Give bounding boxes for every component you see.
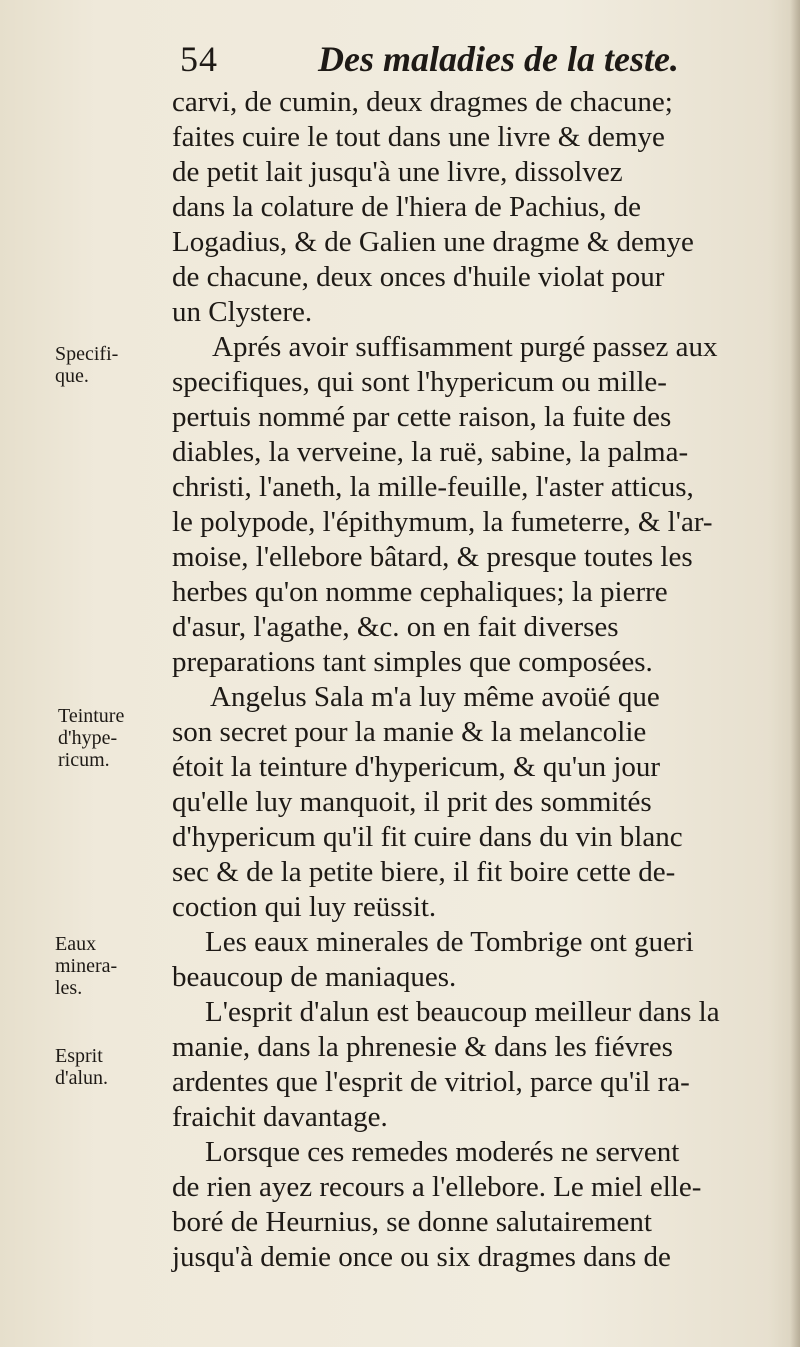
page-edge-shadow <box>790 0 800 1347</box>
body-line: christi, l'aneth, la mille-feuille, l'aster atticus, <box>172 471 694 503</box>
body-line: diables, la verveine, la ruë, sabine, la palma- <box>172 436 689 468</box>
body-line: fraichit davantage. <box>172 1101 388 1133</box>
body-line: faites cuire le tout dans une livre & demye <box>172 121 665 153</box>
body-line: qu'elle luy manquoit, il prit des sommités <box>172 786 652 818</box>
body-line: Logadius, & de Galien une dragme & demye <box>172 226 694 258</box>
body-line: son secret pour la manie & la melancolie <box>172 716 647 748</box>
body-line: specifiques, qui sont l'hypericum ou mille- <box>172 366 667 398</box>
body-line: d'hypericum qu'il fit cuire dans du vin blanc <box>172 821 683 853</box>
margin-note-line: d'alun. <box>55 1067 109 1089</box>
body-line: dans la colature de l'hiera de Pachius, de <box>172 191 642 223</box>
margin-note-line: Esprit <box>55 1045 103 1067</box>
margin-note-line: minera- <box>55 955 118 977</box>
body-line: de rien ayez recours a l'ellebore. Le miel elle- <box>172 1171 702 1203</box>
body-line: Aprés avoir suffisamment purgé passez aux <box>212 331 718 363</box>
margin-note-line: Eaux <box>55 933 97 955</box>
body-line: Les eaux minerales de Tombrige ont gueri <box>205 926 694 958</box>
body-line: d'asur, l'agathe, &c. on en fait diverses <box>172 611 619 643</box>
body-line: carvi, de cumin, deux dragmes de chacune; <box>172 86 673 118</box>
margin-note-teinture <box>58 705 124 771</box>
margin-note-eaux-minerales <box>55 933 117 999</box>
body-line: beaucoup de maniaques. <box>172 961 457 993</box>
body-line: Angelus Sala m'a luy même avoüé que <box>210 681 660 713</box>
body-line: boré de Heurnius, se donne salutairement <box>172 1206 652 1238</box>
margin-note-esprit-alun <box>55 1045 108 1089</box>
body-line: un Clystere. <box>172 296 313 328</box>
body-line: moise, l'ellebore bâtard, & presque toutes les <box>172 541 693 573</box>
margin-note-specifique <box>55 343 118 387</box>
body-line: jusqu'à demie once ou six dragmes dans de <box>172 1241 671 1273</box>
margin-note-line: d'hype- <box>58 727 118 749</box>
body-line: de petit lait jusqu'à une livre, dissolvez <box>172 156 623 188</box>
body-line: manie, dans la phrenesie & dans les fiévres <box>172 1031 673 1063</box>
page-number: 54 <box>180 39 218 79</box>
margin-note-line: que. <box>55 365 89 387</box>
body-line: L'esprit d'alun est beaucoup meilleur dans la <box>205 996 720 1028</box>
body-line: coction qui luy reüssit. <box>172 891 437 923</box>
running-title: Des maladies de la teste. <box>318 39 679 79</box>
page-header <box>170 38 770 88</box>
body-line: Lorsque ces remedes moderés ne servent <box>205 1136 680 1168</box>
body-line: herbes qu'on nomme cephaliques; la pierre <box>172 576 668 608</box>
margin-note-line: Specifi- <box>55 343 119 365</box>
body-line: ardentes que l'esprit de vitriol, parce qu'il ra- <box>172 1066 690 1098</box>
margin-note-line: les. <box>55 977 83 999</box>
body-line: le polypode, l'épithymum, la fumeterre, & l'ar- <box>172 506 713 538</box>
body-line: étoit la teinture d'hypericum, & qu'un jour <box>172 751 661 783</box>
body-line: pertuis nommé par cette raison, la fuite des <box>172 401 672 433</box>
body-line: preparations tant simples que composées. <box>172 646 653 678</box>
margin-note-line: ricum. <box>58 749 110 771</box>
body-line: de chacune, deux onces d'huile violat pour <box>172 261 665 293</box>
body-line: sec & de la petite biere, il fit boire cette de- <box>172 856 676 888</box>
margin-note-line: Teinture <box>58 705 125 727</box>
